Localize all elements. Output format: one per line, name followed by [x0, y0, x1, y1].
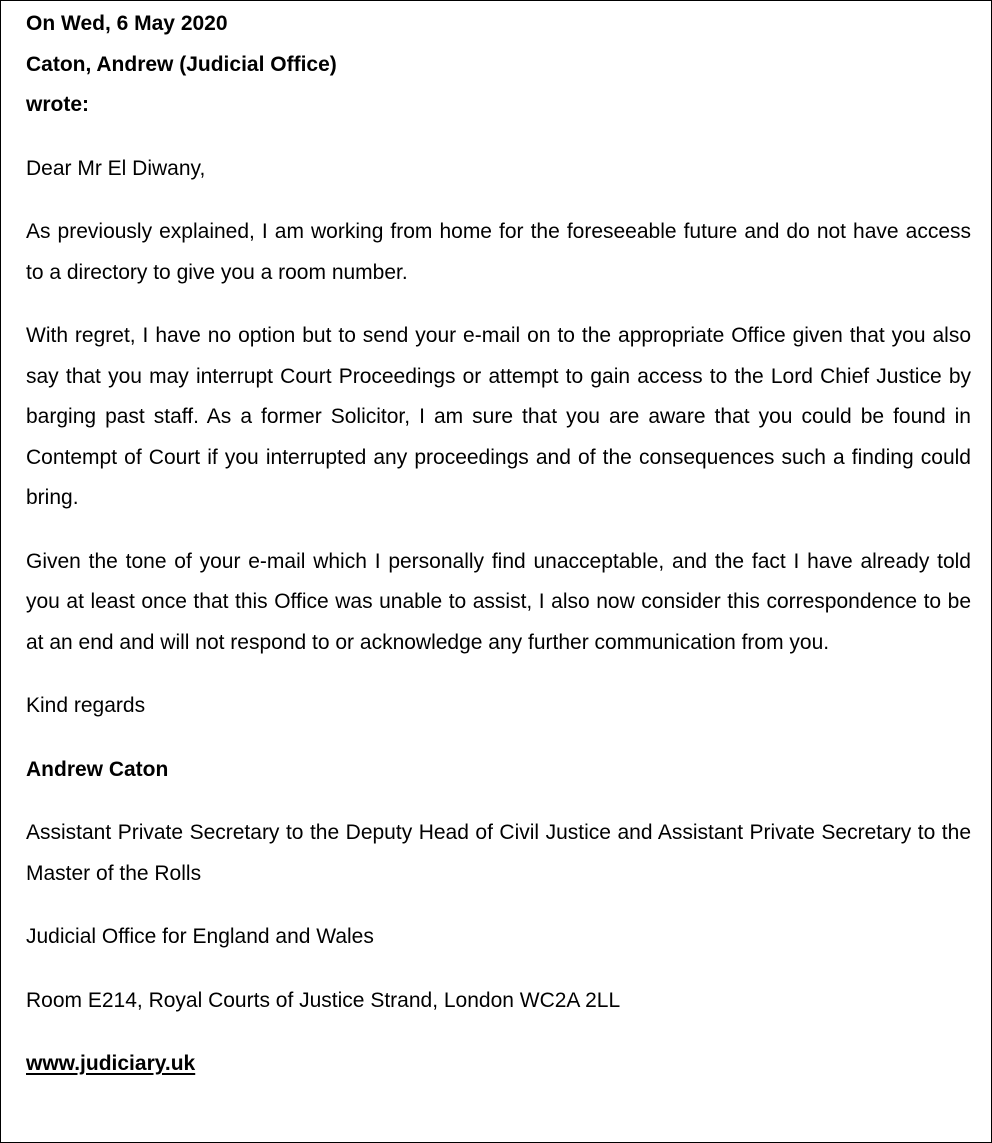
signature-office: Judicial Office for England and Wales	[26, 925, 374, 948]
salutation: Dear Mr El Diwany,	[26, 156, 206, 180]
email-date-line: On Wed, 6 May 2020	[26, 12, 228, 35]
website-link[interactable]: www.judiciary.uk	[26, 1052, 196, 1075]
paragraph-correspondence-ended: Given the tone of your e-mail which I personally find unacceptable, and the fact I have already told you at least once that this Office was unable to assist, I also now consider this correspondence to be at an end and will not respond to or acknowledge any further communication from you.	[26, 549, 971, 654]
signature-name: Andrew Caton	[26, 757, 169, 781]
signature-address: Room E214, Royal Courts of Justice Strand, London WC2A 2LL	[26, 988, 621, 1012]
paragraph-contempt-warning: With regret, I have no option but to send your e-mail on to the appropriate Office given that you also say that you may interrupt Court Proceedings or attempt to gain access to the Lord Chief Justice by barging past staff. As a former Solicitor, I am sure that you are aware that you could be found in Contempt of Court if you interrupted any proceedings and of the consequences such a finding could bring.	[26, 324, 971, 509]
email-sender-line: Caton, Andrew (Judicial Office)	[26, 52, 337, 76]
email-wrote-line: wrote:	[26, 93, 89, 116]
paragraph-working-from-home: As previously explained, I am working from home for the foreseeable future and do not have access to a directory to give you a room number.	[26, 220, 971, 284]
signature-website-line	[26, 1044, 971, 1085]
signature-title: Assistant Private Secretary to the Deputy Head of Civil Justice and Assistant Private Secretary to the Master of the Rolls	[26, 821, 971, 885]
closing-regards: Kind regards	[26, 694, 146, 717]
